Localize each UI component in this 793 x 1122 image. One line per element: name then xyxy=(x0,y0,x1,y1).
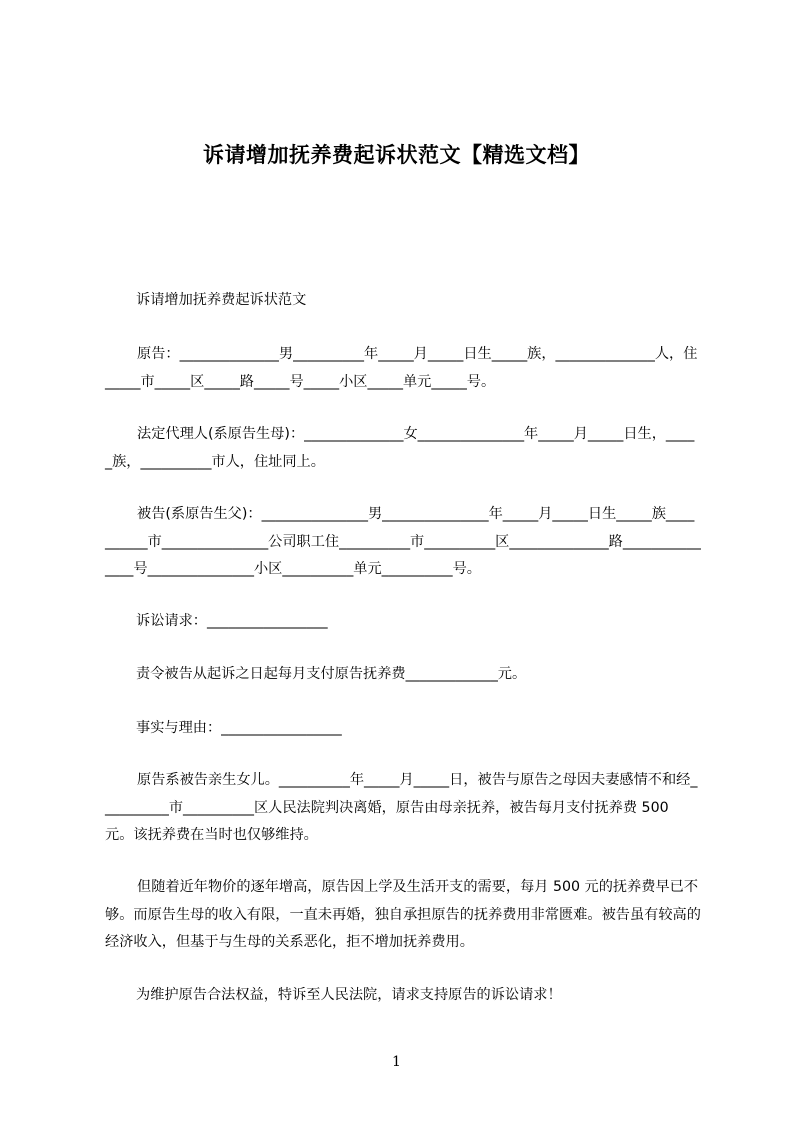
document-title: 诉请增加抚养费起诉状范文【精选文档】 xyxy=(203,143,590,167)
legal-representative-paragraph: 法定代理人(系原告生母)：______________女_______________年_____月_____日生，_____族，__________市人，住址同上。 xyxy=(105,426,695,470)
claims-heading: 诉讼请求：_________________ xyxy=(136,613,328,629)
facts-heading: 事实与理由：_________________ xyxy=(136,720,342,736)
facts-paragraph-2: 但随着近年物价的逐年增高，原告因上学及生活开支的需要，每月 500 元的抚养费早已不够。而原告生母的收入有限，一直未再婚，独自承担原告的抚养费用非常匮难。被告虽有较高的经济收入，但基于与生母的关系恶化，拒不增加抚养费用。 xyxy=(105,879,701,950)
plaintiff-paragraph: 原告：______________男__________年_____月_____日生_____族，______________人，住_____市_____区_____路_____号_____小区_____单元_____号。 xyxy=(105,346,698,390)
page-number: 1 xyxy=(392,1054,401,1070)
claim-item: 责令被告从起诉之日起每月支付原告抚养费_____________元。 xyxy=(136,666,527,682)
defendant-paragraph: 被告(系原告生父)：_______________男_______________年_____月_____日生_____族__________市_______________公司职工住__________市__________区______________路_______________号_______________小区__________单元__________号。 xyxy=(105,506,701,577)
facts-paragraph-1: 原告系被告亲生女儿。__________年_____月_____日，被告与原告之母因夫妻感情不和经__________市__________区人民法院判决离婚，原告由母亲抚养，被告每月支付抚养费 500 元。该抚养费在当时也仅够维持。 xyxy=(105,772,698,843)
document-subtitle: 诉请增加抚养费起诉状范文 xyxy=(136,292,307,308)
conclusion-paragraph: 为维护原告合法权益，特诉至人民法院，请求支持原告的诉讼请求！ xyxy=(136,987,562,1003)
